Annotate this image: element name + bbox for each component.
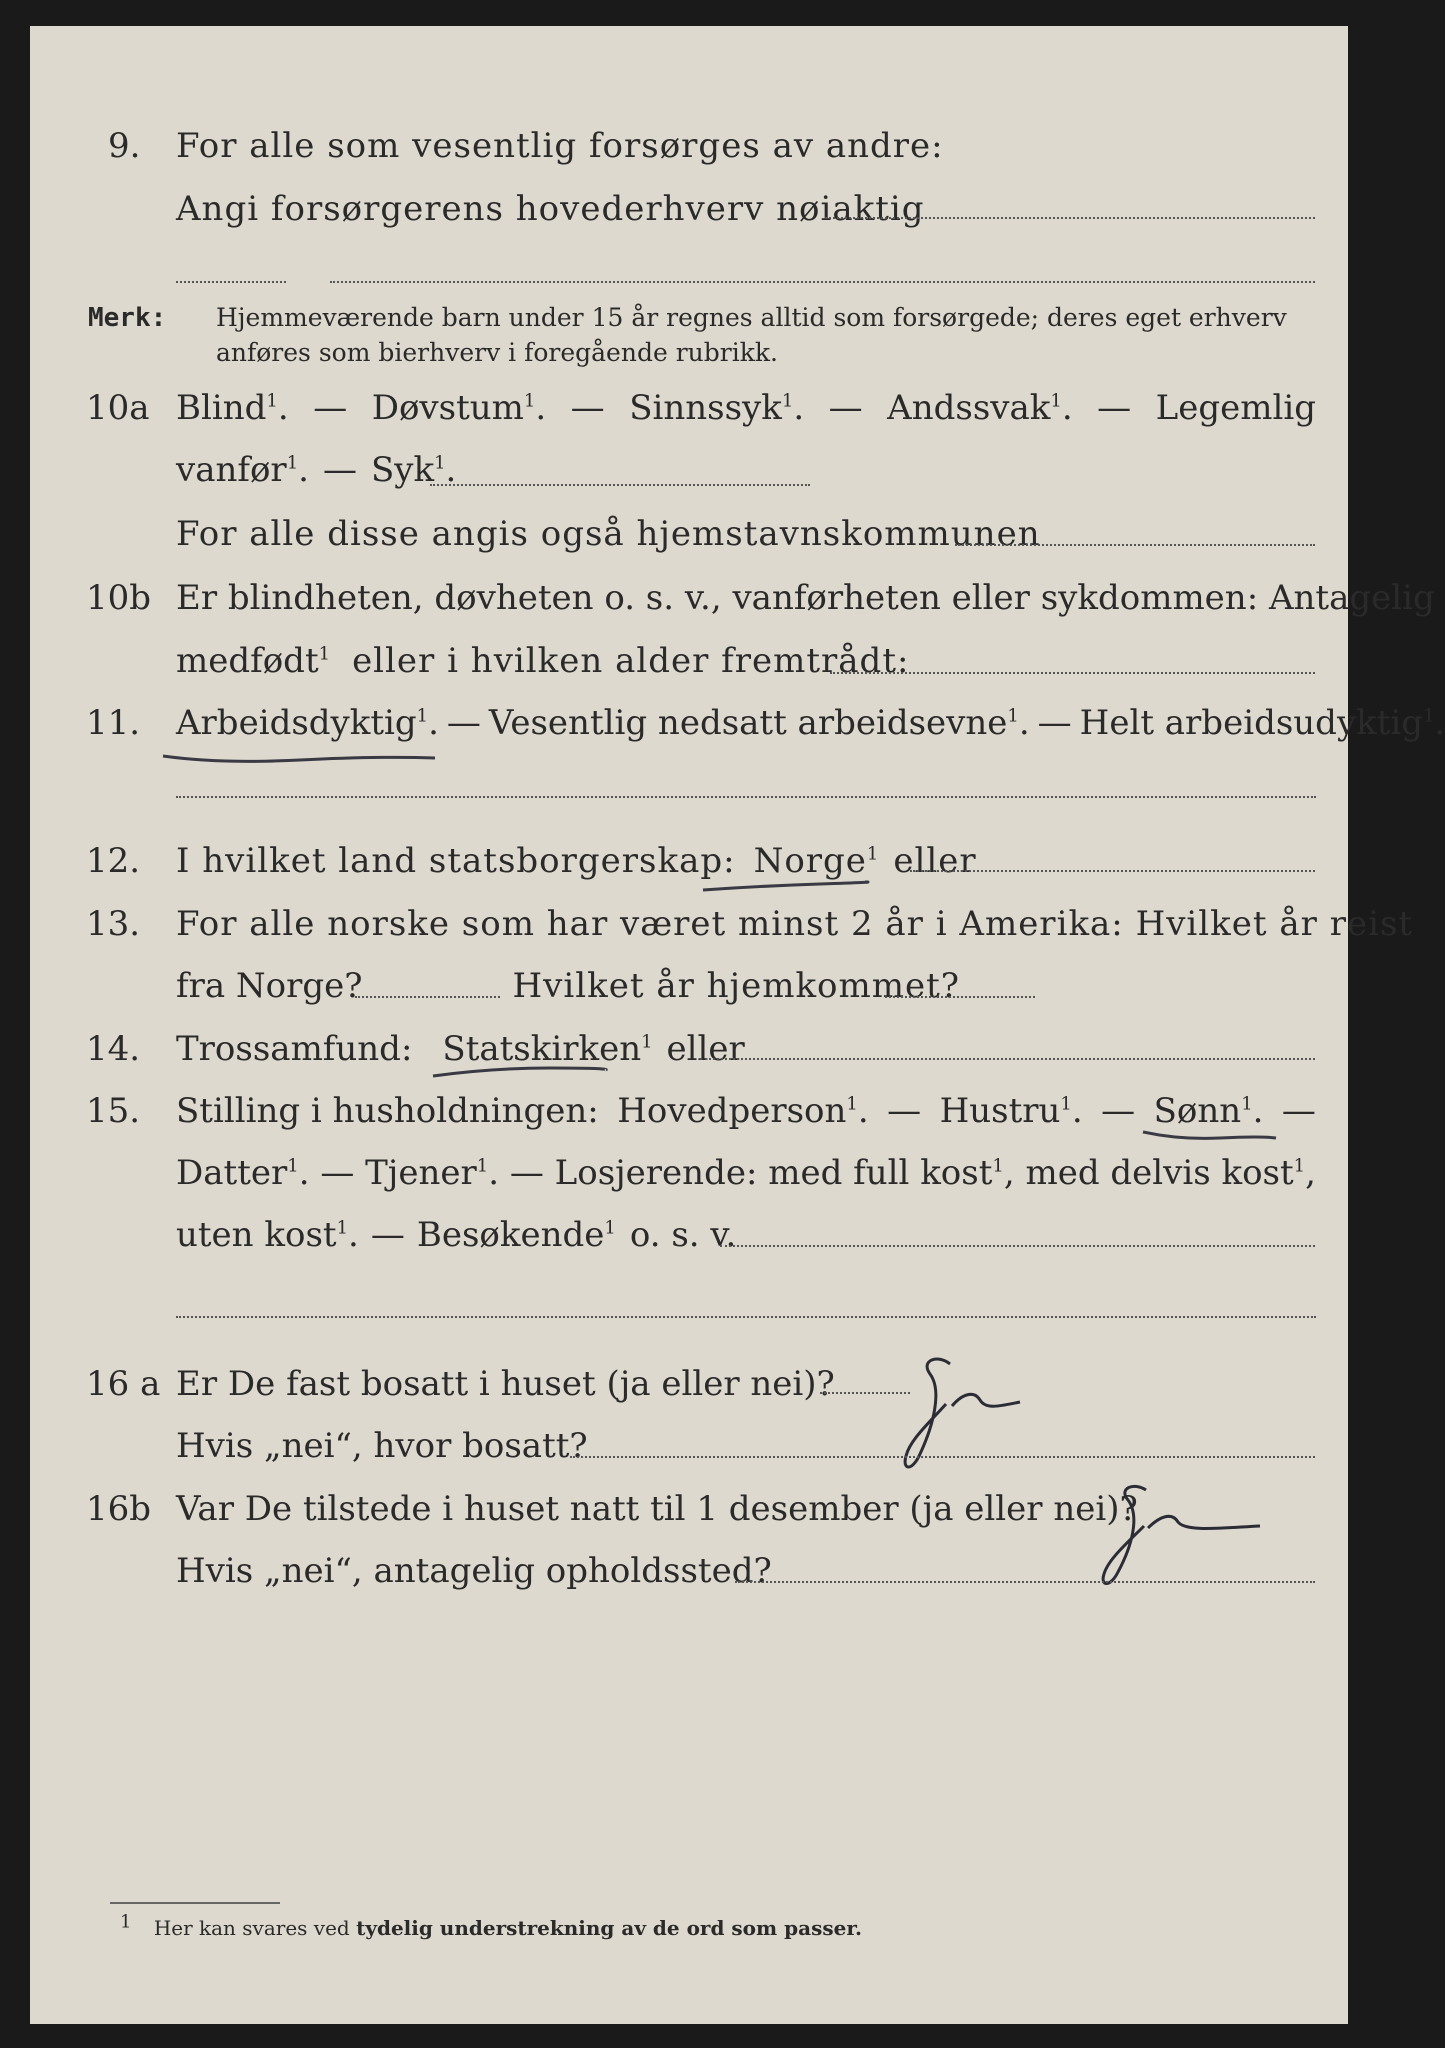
option-legemlig[interactable]: Legemlig (1155, 388, 1316, 428)
footnote-rule (110, 1902, 280, 1904)
question-text: Var De tilstede i huset natt til 1 desember (ja eller nei)? (176, 1489, 1138, 1529)
option-norge[interactable]: Norge$^1$ (753, 841, 880, 881)
answer-line[interactable] (700, 1058, 1315, 1060)
merk-text: anføres som bierhverv i foregående rubrikk. (216, 338, 778, 367)
option-dovstum[interactable]: Døvstum$^1$. (371, 388, 547, 428)
option-full-kost[interactable]: Losjerende: med full kost$^1$, (554, 1153, 1015, 1193)
question-text: For alle disse angis også hjemstavnskommunen (176, 514, 1041, 554)
dash: — (1097, 388, 1132, 428)
question-text (176, 966, 960, 1006)
question-number: 10a (86, 388, 150, 428)
question-text: For alle norske som har været minst 2 år i Amerika: Hvilket år reist (176, 904, 1414, 944)
underline-mark (430, 1062, 610, 1084)
question-options (176, 1215, 736, 1255)
dash: — (320, 1153, 355, 1193)
option-tjener[interactable]: Tjener$^1$. (365, 1153, 500, 1193)
underline-mark (1140, 1126, 1280, 1146)
answer-line[interactable] (885, 996, 1035, 998)
answer-line[interactable] (720, 1245, 1315, 1247)
handwritten-answer (1090, 1476, 1290, 1596)
handwritten-answer (890, 1344, 1050, 1484)
question-options (176, 641, 909, 681)
question-text: Er De fast bosatt i huset (ja eller nei)? (176, 1364, 835, 1404)
question-text: Trossamfund: (176, 1029, 413, 1069)
question-number: 16 a (86, 1364, 161, 1404)
question-number: 15. (86, 1091, 141, 1131)
question-text: Stilling i husholdningen: (176, 1091, 599, 1131)
question-text: I hvilket land statsborgerskap: (176, 841, 736, 881)
dash: — (509, 1153, 544, 1193)
merk-label: Merk: (88, 303, 167, 333)
answer-line[interactable] (910, 870, 1315, 872)
dash: — (313, 388, 348, 428)
option-andssvak[interactable]: Andssvak$^1$. (887, 388, 1073, 428)
dash: — (1037, 703, 1072, 743)
footnote-text: Her kan svares ved (153, 1916, 350, 1940)
footnote-text-bold: tydelig understrekning av de ord som passer. (356, 1916, 862, 1940)
dash: — (887, 1091, 922, 1131)
option-besokende[interactable]: Besøkende$^1$ (416, 1215, 616, 1255)
option-medfodt[interactable]: medfødt$^1$ (176, 641, 331, 681)
question-text: eller i hvilken alder fremtrådt: (352, 641, 910, 681)
footnote-mark: 1 (120, 1911, 132, 1933)
question-number: 11. (86, 703, 141, 743)
question-text: Hvis „nei“, hvor bosatt? (176, 1426, 588, 1466)
question-number: 10b (86, 578, 152, 618)
underline-mark (160, 748, 440, 768)
footnote (120, 1911, 862, 1940)
question-text: o. s. v. (629, 1215, 737, 1255)
question-text: eller (666, 1029, 745, 1069)
answer-line[interactable] (830, 672, 1315, 674)
question-number: 9. (108, 126, 141, 166)
option-vanfor[interactable]: vanfør$^1$. (176, 450, 309, 490)
merk-text: Hjemmeværende barn under 15 år regnes alltid som forsørgede; deres eget erhverv (216, 303, 1287, 332)
question-text: eller (893, 841, 977, 881)
answer-line[interactable] (735, 1581, 1315, 1583)
answer-line[interactable] (176, 281, 286, 283)
option-syk[interactable]: Syk$^1$. (370, 450, 457, 490)
question-text: Angi forsørgerens hovederhverv nøiaktig (176, 189, 925, 229)
answer-line[interactable] (355, 996, 500, 998)
answer-line[interactable] (955, 544, 1315, 546)
option-delvis-kost[interactable]: med delvis kost$^1$, (1025, 1153, 1316, 1193)
dash: — (322, 450, 357, 490)
question-text: Hvis „nei“, antagelig opholdssted? (176, 1551, 772, 1591)
question-options (176, 841, 977, 881)
answer-line[interactable] (176, 1316, 1316, 1318)
option-datter[interactable]: Datter$^1$. (176, 1153, 310, 1193)
dash: — (1101, 1091, 1136, 1131)
question-number: 12. (86, 841, 141, 881)
answer-line[interactable] (430, 484, 810, 486)
option-uten-kost[interactable]: uten kost$^1$. (176, 1215, 359, 1255)
option-vesentlig-nedsatt[interactable]: Vesentlig nedsatt arbeidsevne$^1$. (488, 703, 1030, 743)
dash: — (570, 388, 605, 428)
answer-line[interactable] (825, 217, 1315, 219)
question-text: Hvilket år hjemkommet? (512, 966, 961, 1006)
question-options (176, 1091, 1316, 1131)
dash: — (828, 388, 863, 428)
question-options (176, 450, 456, 490)
option-sinnssyk[interactable]: Sinnssyk$^1$. (629, 388, 805, 428)
option-blind[interactable]: Blind$^1$. (176, 388, 289, 428)
underline-mark (700, 878, 870, 898)
question-text: For alle som vesentlig forsørges av andre: (176, 126, 944, 166)
option-statskirken[interactable]: Statskirken$^1$ (442, 1029, 653, 1069)
dash: — (446, 703, 481, 743)
option-arbeidsdyktig[interactable]: Arbeidsdyktig$^1$. (176, 703, 439, 743)
dash: — (1281, 1091, 1316, 1131)
option-sonn[interactable]: Sønn$^1$. (1153, 1091, 1264, 1131)
question-text: fra Norge? (176, 966, 363, 1006)
answer-line[interactable] (330, 281, 1315, 283)
answer-line[interactable] (570, 1456, 1315, 1458)
question-number: 14. (86, 1029, 141, 1069)
question-number: 16b (86, 1489, 152, 1529)
census-form-page (30, 26, 1445, 2024)
option-hovedperson[interactable]: Hovedperson$^1$. (617, 1091, 869, 1131)
question-text: Er blindheten, døvheten o. s. v., vanførheten eller sykdommen: Antagelig (176, 578, 1435, 618)
dash: — (370, 1215, 405, 1255)
question-options (176, 703, 1445, 743)
question-number: 13. (86, 904, 141, 944)
option-hustru[interactable]: Hustru$^1$. (939, 1091, 1083, 1131)
answer-line[interactable] (176, 796, 1316, 798)
option-helt-arbeidsudyktig[interactable]: Helt arbeidsudyktig$^1$. (1079, 703, 1445, 743)
question-options (176, 1153, 1316, 1193)
question-options (176, 388, 1316, 428)
